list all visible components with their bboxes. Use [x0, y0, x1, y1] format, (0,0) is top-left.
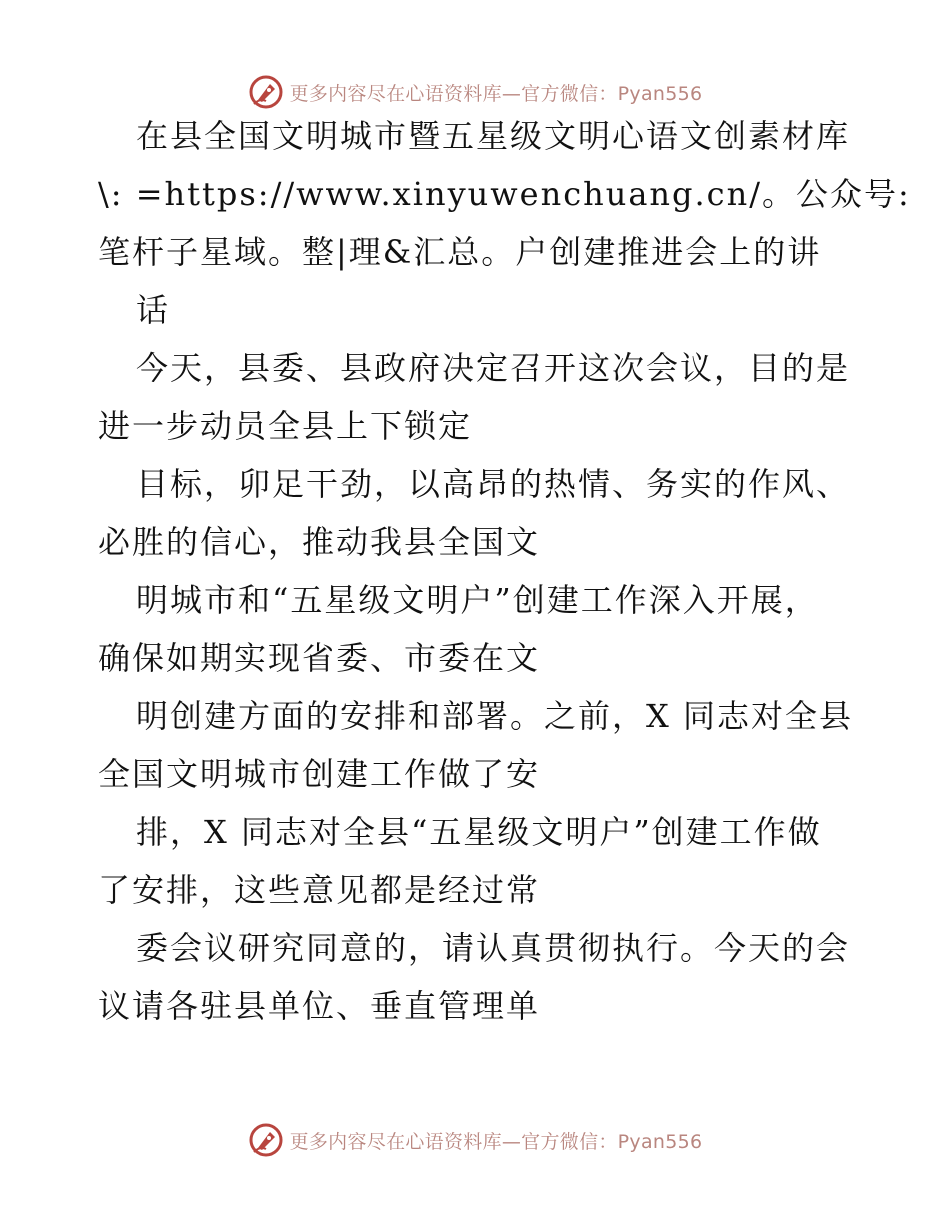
body-line: 全国文明城市创建工作做了安	[98, 755, 541, 793]
body-line: 了安排，这些意见都是经过常	[98, 871, 541, 909]
body-line: 进一步动员全县上下锁定	[98, 407, 473, 445]
header-banner-text: 更多内容尽在心语资料库—官方微信：Pyan556	[289, 82, 703, 105]
footer-banner	[0, 1120, 950, 1160]
body-line: 明城市和“五星级文明户”创建工作深入开展，	[136, 581, 819, 619]
pen-nib-logo-icon	[248, 1122, 284, 1158]
document-body	[0, 116, 950, 1056]
body-line: 话	[136, 291, 171, 329]
body-line: 明创建方面的安排和部署。之前，X 同志对全县	[136, 697, 853, 735]
body-line: 在县全国文明城市暨五星级文明心语文创素材库	[136, 117, 851, 155]
header-banner	[0, 72, 950, 112]
body-line: 必胜的信心，推动我县全国文	[98, 523, 541, 561]
body-line: 议请各驻县单位、垂直管理单	[98, 987, 541, 1025]
body-line: 确保如期实现省委、市委在文	[98, 639, 541, 677]
body-line: 委会议研究同意的，请认真贯彻执行。今天的会	[136, 929, 851, 967]
body-line: 排，X 同志对全县“五星级文明户”创建工作做	[136, 813, 822, 851]
body-line: 目标，卯足干劲，以高昂的热情、务实的作风、	[136, 465, 851, 503]
body-line: \: =https://www.xinyuwenchuang.cn/。公众号:	[98, 175, 911, 213]
body-line: 今天，县委、县政府决定召开这次会议，目的是	[136, 349, 851, 387]
body-line: 笔杆子星域。整|理&汇总。户创建推进会上的讲	[98, 233, 822, 271]
footer-banner-text: 更多内容尽在心语资料库—官方微信：Pyan556	[289, 1130, 703, 1153]
pen-nib-logo-icon	[248, 74, 284, 110]
